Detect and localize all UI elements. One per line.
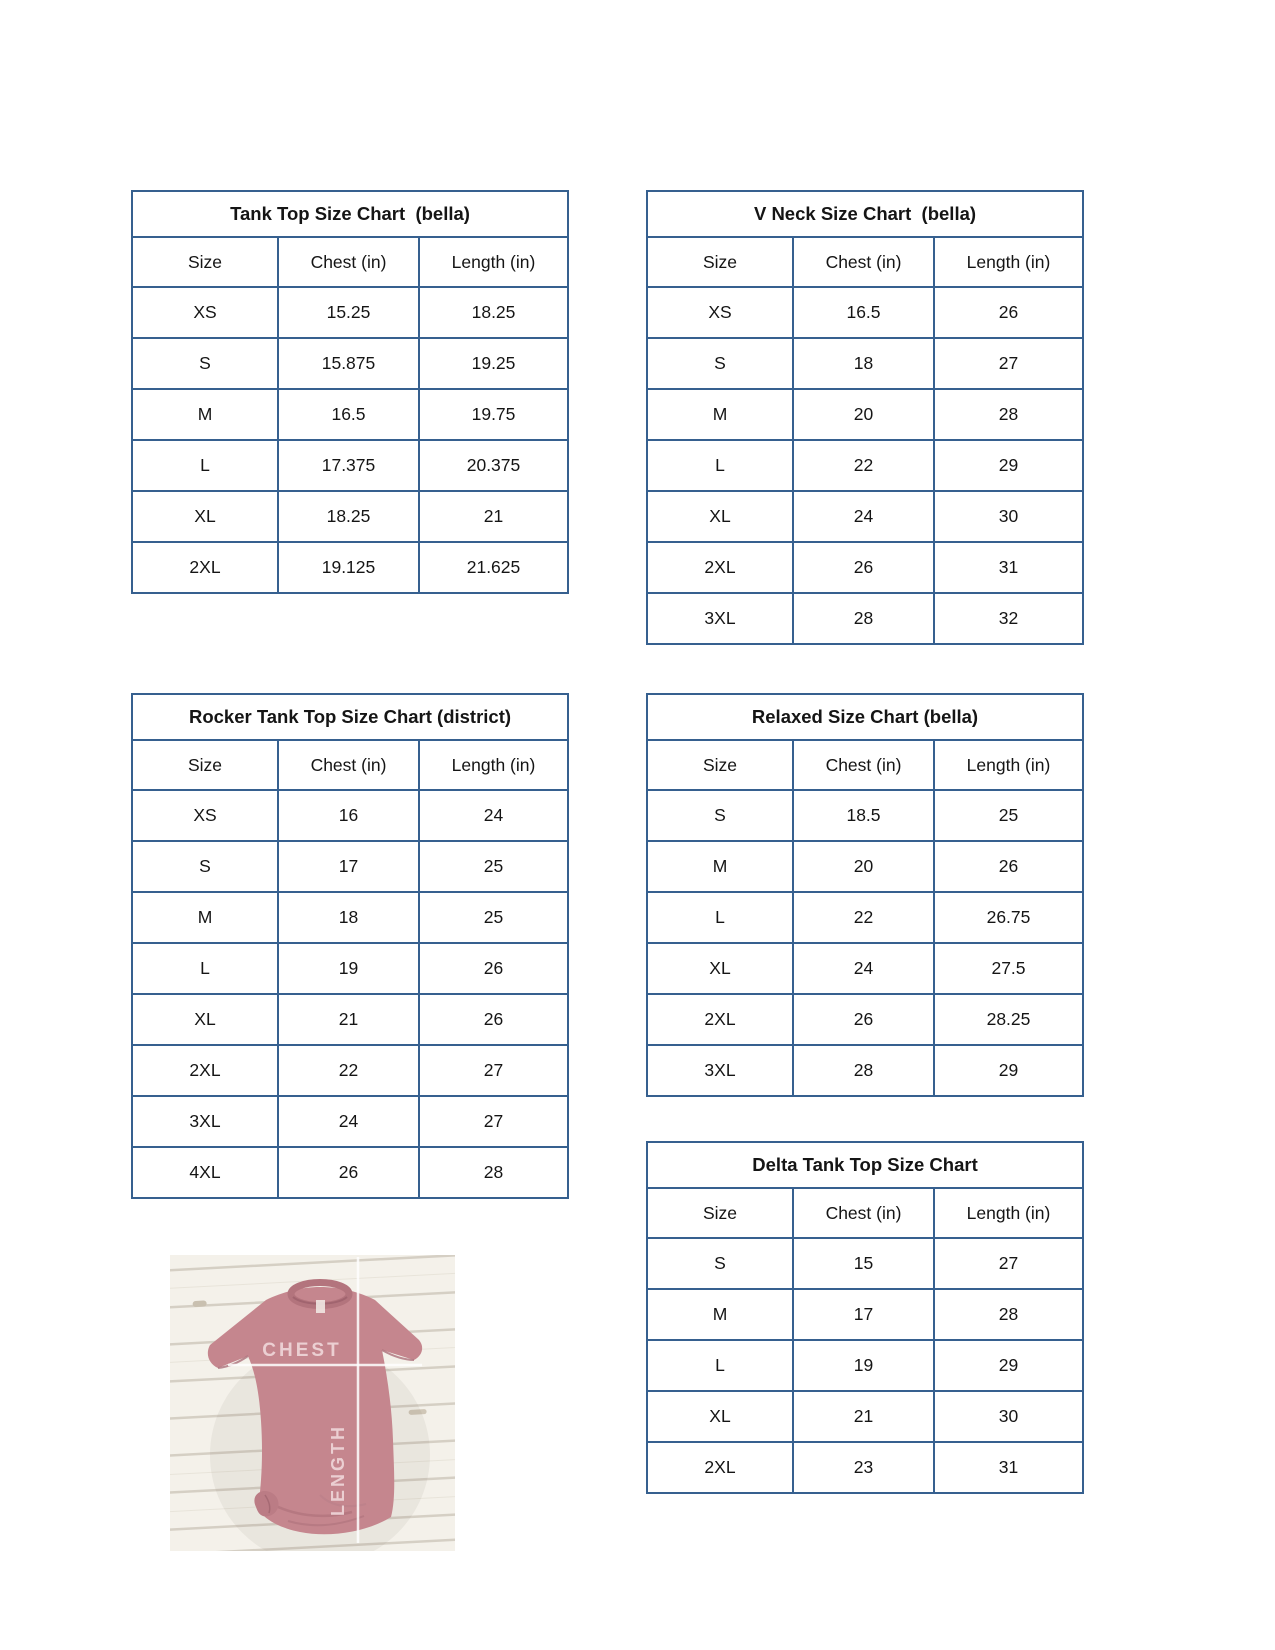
chest-value-cell: 20 [793,389,934,440]
chest-value-cell: 17.375 [278,440,419,491]
length-value-cell: 26.75 [934,892,1083,943]
size-cell: L [647,892,793,943]
size-chart-rocker-tank-top [131,693,567,1199]
length-value-cell: 24 [419,790,568,841]
length-value-cell: 29 [934,440,1083,491]
table-row [647,338,1083,389]
table-row [647,1238,1083,1289]
size-chart-tank-top-table [131,190,569,594]
column-header: Size [132,740,278,790]
size-cell: M [132,892,278,943]
column-header: Size [647,237,793,287]
length-value-cell: 31 [934,1442,1083,1493]
table-row [132,389,568,440]
table-row [647,440,1083,491]
chest-value-cell: 17 [278,841,419,892]
length-value-cell: 28 [934,1289,1083,1340]
chest-value-cell: 19 [278,943,419,994]
size-cell: 2XL [647,1442,793,1493]
column-header: Size [647,1188,793,1238]
table-row [132,491,568,542]
table-row [647,892,1083,943]
length-value-cell: 26 [419,994,568,1045]
column-header: Length (in) [419,237,568,287]
size-cell: XL [132,491,278,542]
table-title: Relaxed Size Chart (bella) [647,694,1083,740]
column-header: Chest (in) [278,740,419,790]
size-cell: L [647,440,793,491]
length-label: LENGTH [328,1424,348,1516]
size-chart-tank-top [131,190,567,594]
size-cell: 3XL [132,1096,278,1147]
size-cell: M [647,389,793,440]
size-cell: S [647,790,793,841]
chest-value-cell: 16.5 [793,287,934,338]
chest-value-cell: 22 [793,440,934,491]
table-row [132,440,568,491]
table-row [647,542,1083,593]
chest-value-cell: 15 [793,1238,934,1289]
size-cell: L [132,943,278,994]
column-header: Chest (in) [278,237,419,287]
size-cell: S [647,1238,793,1289]
table-title: V Neck Size Chart (bella) [647,191,1083,237]
title-row [132,694,568,740]
size-chart-relaxed [646,693,1082,1097]
title-row [132,191,568,237]
table-row [132,943,568,994]
chest-value-cell: 16.5 [278,389,419,440]
size-cell: 2XL [647,542,793,593]
column-header: Length (in) [419,740,568,790]
chest-value-cell: 18 [278,892,419,943]
size-cell: L [132,440,278,491]
chest-value-cell: 18.5 [793,790,934,841]
shirt-measurement-photo [170,1255,455,1551]
size-chart-delta-tank-top [646,1141,1082,1494]
table-row [647,389,1083,440]
length-value-cell: 20.375 [419,440,568,491]
header-row [647,740,1083,790]
length-value-cell: 27 [419,1096,568,1147]
length-value-cell: 27.5 [934,943,1083,994]
chest-value-cell: 23 [793,1442,934,1493]
length-value-cell: 26 [934,287,1083,338]
length-value-cell: 25 [419,892,568,943]
chest-value-cell: 18 [793,338,934,389]
length-value-cell: 29 [934,1045,1083,1096]
column-header: Chest (in) [793,237,934,287]
table-title: Delta Tank Top Size Chart [647,1142,1083,1188]
table-row [647,841,1083,892]
chest-value-cell: 15.25 [278,287,419,338]
header-row [132,237,568,287]
length-value-cell: 29 [934,1340,1083,1391]
table-row [132,892,568,943]
size-cell: XL [647,943,793,994]
length-value-cell: 28.25 [934,994,1083,1045]
shirt-measurement-illustration [170,1255,455,1551]
table-row [132,841,568,892]
table-row [647,1391,1083,1442]
table-row [132,1096,568,1147]
chest-value-cell: 16 [278,790,419,841]
size-cell: M [647,841,793,892]
size-cell: XL [647,1391,793,1442]
chest-value-cell: 19 [793,1340,934,1391]
length-value-cell: 21 [419,491,568,542]
table-row [647,593,1083,644]
table-row [647,491,1083,542]
size-cell: M [647,1289,793,1340]
size-cell: 3XL [647,593,793,644]
length-value-cell: 21.625 [419,542,568,593]
size-cell: M [132,389,278,440]
size-cell: 2XL [132,1045,278,1096]
chest-value-cell: 21 [793,1391,934,1442]
chest-value-cell: 18.25 [278,491,419,542]
table-row [132,1045,568,1096]
chest-value-cell: 20 [793,841,934,892]
chest-value-cell: 24 [278,1096,419,1147]
size-cell: XL [647,491,793,542]
length-value-cell: 19.25 [419,338,568,389]
chest-value-cell: 26 [793,994,934,1045]
length-value-cell: 26 [934,841,1083,892]
chest-label: CHEST [262,1340,342,1361]
chest-value-cell: 22 [278,1045,419,1096]
size-chart-v-neck [646,190,1082,645]
size-cell: 3XL [647,1045,793,1096]
size-cell: 4XL [132,1147,278,1198]
title-row [647,694,1083,740]
chest-value-cell: 28 [793,1045,934,1096]
neck-tag [316,1300,325,1313]
size-cell: XS [132,287,278,338]
size-chart-v-neck-table [646,190,1084,645]
chest-value-cell: 26 [793,542,934,593]
table-row [647,287,1083,338]
length-value-cell: 19.75 [419,389,568,440]
length-value-cell: 25 [419,841,568,892]
length-value-cell: 26 [419,943,568,994]
column-header: Size [647,740,793,790]
length-value-cell: 30 [934,1391,1083,1442]
table-row [132,1147,568,1198]
table-row [647,943,1083,994]
title-row [647,1142,1083,1188]
size-chart-delta-table [646,1141,1084,1494]
column-header: Chest (in) [793,740,934,790]
length-value-cell: 28 [419,1147,568,1198]
table-title: Rocker Tank Top Size Chart (district) [132,694,568,740]
length-value-cell: 25 [934,790,1083,841]
table-row [132,287,568,338]
chest-value-cell: 22 [793,892,934,943]
length-value-cell: 27 [934,338,1083,389]
chest-value-cell: 21 [278,994,419,1045]
chest-value-cell: 17 [793,1289,934,1340]
chest-value-cell: 28 [793,593,934,644]
size-cell: 2XL [132,542,278,593]
title-row [647,191,1083,237]
length-value-cell: 27 [934,1238,1083,1289]
table-row [647,1442,1083,1493]
length-value-cell: 28 [934,389,1083,440]
length-value-cell: 31 [934,542,1083,593]
size-cell: XS [647,287,793,338]
column-header: Size [132,237,278,287]
chest-value-cell: 26 [278,1147,419,1198]
size-cell: S [132,338,278,389]
column-header: Chest (in) [793,1188,934,1238]
table-row [132,542,568,593]
table-row [647,1045,1083,1096]
table-row [647,994,1083,1045]
size-cell: 2XL [647,994,793,1045]
length-value-cell: 27 [419,1045,568,1096]
column-header: Length (in) [934,237,1083,287]
size-cell: S [132,841,278,892]
chest-value-cell: 15.875 [278,338,419,389]
column-header: Length (in) [934,740,1083,790]
size-chart-relaxed-table [646,693,1084,1097]
length-value-cell: 18.25 [419,287,568,338]
chest-value-cell: 24 [793,491,934,542]
table-row [132,790,568,841]
header-row [647,237,1083,287]
size-cell: XL [132,994,278,1045]
chest-value-cell: 19.125 [278,542,419,593]
table-title: Tank Top Size Chart (bella) [132,191,568,237]
header-row [132,740,568,790]
length-value-cell: 32 [934,593,1083,644]
table-row [647,1289,1083,1340]
length-value-cell: 30 [934,491,1083,542]
column-header: Length (in) [934,1188,1083,1238]
size-cell: S [647,338,793,389]
table-row [132,338,568,389]
table-row [647,1340,1083,1391]
size-chart-rocker-table [131,693,569,1199]
header-row [647,1188,1083,1238]
table-row [647,790,1083,841]
chest-value-cell: 24 [793,943,934,994]
size-cell: XS [132,790,278,841]
size-cell: L [647,1340,793,1391]
table-row [132,994,568,1045]
